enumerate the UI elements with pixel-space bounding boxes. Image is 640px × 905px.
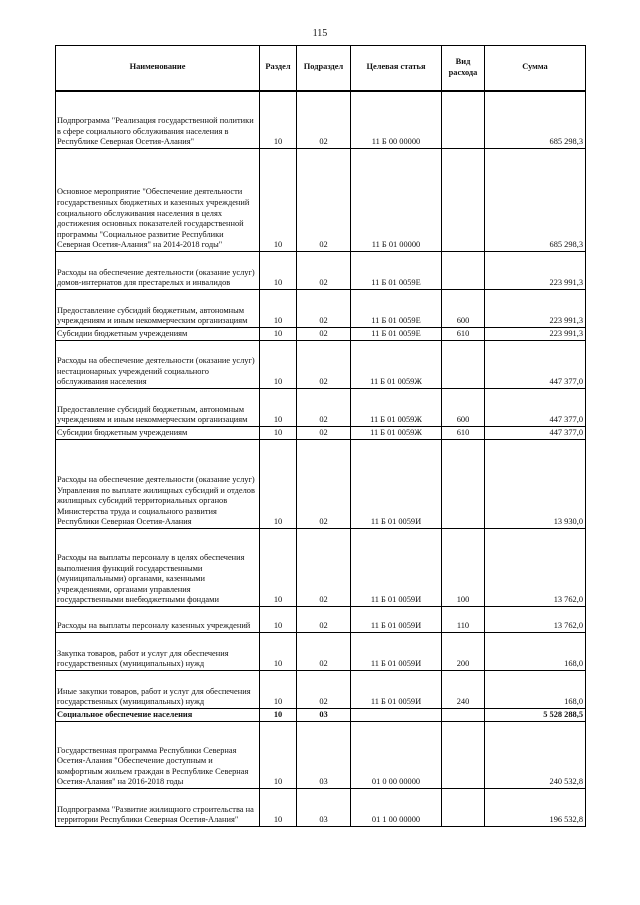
row-target: 11 Б 01 0059Е bbox=[351, 290, 442, 328]
table-row bbox=[56, 328, 586, 341]
row-type: 610 bbox=[442, 328, 485, 341]
row-target: 11 Б 01 0059И bbox=[351, 671, 442, 709]
row-sum: 5 528 288,5 bbox=[485, 709, 586, 722]
row-type bbox=[442, 709, 485, 722]
row-sum: 168,0 bbox=[485, 671, 586, 709]
row-section: 10 bbox=[260, 722, 297, 789]
row-target: 11 Б 01 0059И bbox=[351, 633, 442, 671]
row-section: 10 bbox=[260, 149, 297, 252]
row-target: 11 Б 01 0059Е bbox=[351, 328, 442, 341]
row-subsection: 02 bbox=[297, 427, 351, 440]
table-row bbox=[56, 389, 586, 427]
row-sum: 447 377,0 bbox=[485, 389, 586, 427]
row-name: Закупка товаров, работ и услуг для обеспечения государственных (муниципальных) нужд bbox=[56, 633, 260, 671]
row-section: 10 bbox=[260, 529, 297, 607]
row-name: Подпрограмма "Реализация государственной политики в сфере социального обслуживания населения в Республике Северная Осетия-Алания" bbox=[56, 91, 260, 149]
row-target: 11 Б 01 0059Ж bbox=[351, 341, 442, 389]
row-target: 11 Б 01 00000 bbox=[351, 149, 442, 252]
row-subsection: 03 bbox=[297, 789, 351, 827]
row-subsection: 03 bbox=[297, 722, 351, 789]
row-type: 200 bbox=[442, 633, 485, 671]
row-type: 100 bbox=[442, 529, 485, 607]
row-subsection: 02 bbox=[297, 252, 351, 290]
row-name: Социальное обеспечение населения bbox=[56, 709, 260, 722]
row-subsection: 02 bbox=[297, 389, 351, 427]
table-row bbox=[56, 722, 586, 789]
row-subsection: 02 bbox=[297, 290, 351, 328]
table-row bbox=[56, 709, 586, 722]
row-sum: 13 762,0 bbox=[485, 529, 586, 607]
header-sum: Сумма bbox=[485, 46, 586, 91]
row-subsection: 02 bbox=[297, 607, 351, 633]
row-sum: 223 991,3 bbox=[485, 290, 586, 328]
row-subsection: 02 bbox=[297, 91, 351, 149]
row-subsection: 02 bbox=[297, 529, 351, 607]
row-subsection: 03 bbox=[297, 709, 351, 722]
row-type bbox=[442, 722, 485, 789]
table-row bbox=[56, 440, 586, 529]
row-type bbox=[442, 91, 485, 149]
row-type: 110 bbox=[442, 607, 485, 633]
row-section: 10 bbox=[260, 91, 297, 149]
table-row bbox=[56, 789, 586, 827]
header-name: Наименование bbox=[56, 46, 260, 91]
row-target: 11 Б 01 0059И bbox=[351, 529, 442, 607]
row-sum: 168,0 bbox=[485, 633, 586, 671]
table-header-row bbox=[56, 46, 586, 91]
header-subsection: Подраздел bbox=[297, 46, 351, 91]
row-section: 10 bbox=[260, 709, 297, 722]
row-target: 11 Б 01 0059Е bbox=[351, 252, 442, 290]
row-name: Расходы на обеспечение деятельности (оказание услуг) домов-интернатов для престарелых и инвалидов bbox=[56, 252, 260, 290]
row-type bbox=[442, 789, 485, 827]
row-sum: 223 991,3 bbox=[485, 252, 586, 290]
row-sum: 13 930,0 bbox=[485, 440, 586, 529]
header-target: Целевая статья bbox=[351, 46, 442, 91]
row-subsection: 02 bbox=[297, 341, 351, 389]
table-row bbox=[56, 91, 586, 149]
row-section: 10 bbox=[260, 671, 297, 709]
table-row bbox=[56, 671, 586, 709]
row-sum: 685 298,3 bbox=[485, 149, 586, 252]
row-sum: 447 377,0 bbox=[485, 427, 586, 440]
row-name: Иные закупки товаров, работ и услуг для обеспечения государственных (муниципальных) нужд bbox=[56, 671, 260, 709]
table-row bbox=[56, 252, 586, 290]
row-sum: 196 532,8 bbox=[485, 789, 586, 827]
row-sum: 13 762,0 bbox=[485, 607, 586, 633]
row-section: 10 bbox=[260, 789, 297, 827]
row-name: Предоставление субсидий бюджетным, автономным учреждениям и иным некоммерческим организациям bbox=[56, 290, 260, 328]
row-subsection: 02 bbox=[297, 440, 351, 529]
row-type: 600 bbox=[442, 290, 485, 328]
row-target: 11 Б 01 0059И bbox=[351, 440, 442, 529]
row-subsection: 02 bbox=[297, 328, 351, 341]
row-subsection: 02 bbox=[297, 671, 351, 709]
row-type: 240 bbox=[442, 671, 485, 709]
row-name: Субсидии бюджетным учреждениям bbox=[56, 328, 260, 341]
row-target: 11 Б 00 00000 bbox=[351, 91, 442, 149]
row-name: Расходы на обеспечение деятельности (оказание услуг) нестационарных учреждений социального обслуживания населения bbox=[56, 341, 260, 389]
row-type bbox=[442, 252, 485, 290]
row-section: 10 bbox=[260, 252, 297, 290]
row-type bbox=[442, 440, 485, 529]
row-target: 11 Б 01 0059Ж bbox=[351, 389, 442, 427]
row-section: 10 bbox=[260, 427, 297, 440]
table-row bbox=[56, 149, 586, 252]
row-name: Подпрограмма "Развитие жилищного строительства на территории Республики Северная Осетия-Алания" bbox=[56, 789, 260, 827]
row-name: Основное мероприятие "Обеспечение деятельности государственных бюджетных и казенных учреждений социального обслуживания населения в целях достижения основных показателей государственной программы "Социальное развитие Республики Северная Осетия-Алания" на 2014-2018 годы" bbox=[56, 149, 260, 252]
row-name: Государственная программа Республики Северная Осетия-Алания "Обеспечение доступным и комфортным жильем граждан в Республике Северная Осетия-Алания" на 2016-2018 годы bbox=[56, 722, 260, 789]
row-section: 10 bbox=[260, 290, 297, 328]
row-target: 01 1 00 00000 bbox=[351, 789, 442, 827]
row-name: Субсидии бюджетным учреждениям bbox=[56, 427, 260, 440]
row-name: Расходы на выплаты персоналу казенных учреждений bbox=[56, 607, 260, 633]
table-row bbox=[56, 529, 586, 607]
row-target: 11 Б 01 0059И bbox=[351, 607, 442, 633]
row-type: 610 bbox=[442, 427, 485, 440]
row-type bbox=[442, 149, 485, 252]
table-body bbox=[56, 91, 586, 827]
row-section: 10 bbox=[260, 607, 297, 633]
row-type bbox=[442, 341, 485, 389]
page-number: 115 bbox=[312, 28, 328, 39]
row-sum: 447 377,0 bbox=[485, 341, 586, 389]
row-name: Предоставление субсидий бюджетным, автономным учреждениям и иным некоммерческим организациям bbox=[56, 389, 260, 427]
table-row bbox=[56, 633, 586, 671]
table-row bbox=[56, 427, 586, 440]
row-type: 600 bbox=[442, 389, 485, 427]
row-subsection: 02 bbox=[297, 149, 351, 252]
row-section: 10 bbox=[260, 341, 297, 389]
row-section: 10 bbox=[260, 633, 297, 671]
table-row bbox=[56, 290, 586, 328]
row-target: 01 0 00 00000 bbox=[351, 722, 442, 789]
row-sum: 240 532,8 bbox=[485, 722, 586, 789]
header-type: Вид расхода bbox=[442, 46, 485, 91]
table-row bbox=[56, 607, 586, 633]
budget-table bbox=[55, 45, 586, 827]
row-section: 10 bbox=[260, 328, 297, 341]
row-name: Расходы на выплаты персоналу в целях обеспечения выполнения функций государственными (муниципальными) органами, казенными учреждениями, органами управления государственными внебюджетными фондами bbox=[56, 529, 260, 607]
row-name: Расходы на обеспечение деятельности (оказание услуг) Управления по выплате жилищных субсидий и отделов жилищных субсидий территориальных органов Министерства труда и социального развития Республики Северная Осетия-Алания bbox=[56, 440, 260, 529]
table-row bbox=[56, 341, 586, 389]
header-section: Раздел bbox=[260, 46, 297, 91]
row-target bbox=[351, 709, 442, 722]
row-target: 11 Б 01 0059Ж bbox=[351, 427, 442, 440]
row-sum: 223 991,3 bbox=[485, 328, 586, 341]
row-subsection: 02 bbox=[297, 633, 351, 671]
row-section: 10 bbox=[260, 440, 297, 529]
row-sum: 685 298,3 bbox=[485, 91, 586, 149]
row-section: 10 bbox=[260, 389, 297, 427]
